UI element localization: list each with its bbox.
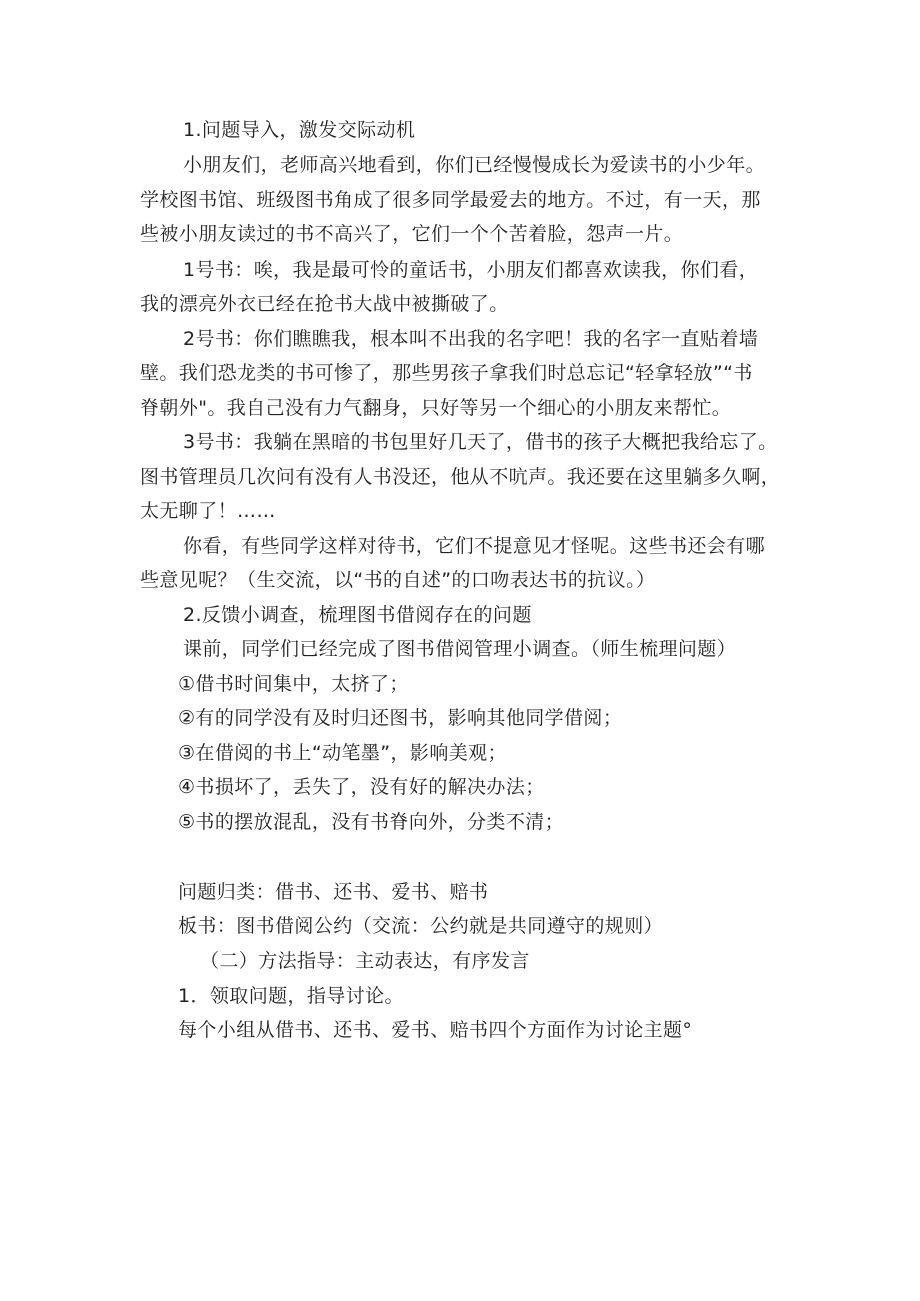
paragraph-line: 1号书：唉，我是最可怜的童话书，小朋友们都喜欢读我，你们看， — [183, 259, 759, 281]
section-heading-3: （二）方法指导：主动表达，有序发言 — [200, 950, 530, 972]
section-heading-2: 2.反馈小调查，梳理图书借阅存在的问题 — [183, 604, 532, 626]
list-item: ⑤书的摆放混乱，没有书脊向外，分类不清； — [178, 811, 565, 833]
paragraph-line: 每个小组从借书、还书、爱书、赔书四个方面作为讨论主题° — [178, 1019, 693, 1041]
paragraph-line: 太无聊了！…… — [140, 500, 276, 522]
paragraph-line: 小朋友们，老师高兴地看到，你们已经慢慢成长为爱读书的小少年。 — [183, 154, 766, 176]
list-item: ②有的同学没有及时归还图书，影响其他同学借阅； — [178, 707, 623, 729]
paragraph-line: 图书管理员几次问有没有人书没还，他从不吭声。我还要在这里躺多久啊， — [140, 466, 781, 488]
paragraph-line: 2号书：你们瞧瞧我，根本叫不出我的名字吧！我的名字一直贴着墙 — [183, 328, 759, 350]
paragraph-line: 我的漂亮外衣已经在抢书大战中被撕破了。 — [140, 293, 509, 315]
paragraph-line: 你看，有些同学这样对待书，它们不提意见才怪呢。这些书还会有哪 — [183, 535, 766, 557]
section-heading-1: 1.问题导入，激发交际动机 — [183, 119, 416, 141]
paragraph-line: 脊朝外"。我自己没有力气翻身，只好等另一个细心的小朋友来帮忙。 — [140, 397, 732, 419]
paragraph-line: 些意见呢？（生交流，以“书的自述”的口吻表达书的抗议。） — [140, 569, 656, 591]
paragraph-line: 板书：图书借阅公约（交流：公约就是共同遵守的规则） — [178, 915, 664, 937]
paragraph-line: 些被小朋友读过的书不高兴了，它们一个个苦着脸，怨声一片。 — [140, 223, 684, 245]
paragraph-line: 课前，同学们已经完成了图书借阅管理小调查。（师生梳理问题） — [183, 638, 737, 660]
list-item: ①借书时间集中，太挤了； — [178, 673, 409, 695]
paragraph-line: 3号书：我躺在黑暗的书包里好几天了，借书的孩子大概把我给忘了。 — [183, 431, 778, 453]
paragraph-line: 1．领取问题，指导讨论。 — [178, 985, 404, 1007]
paragraph-line: 壁。我们恐龙类的书可惨了，那些男孩子拿我们时总忘记“轻拿轻放”“书 — [140, 362, 753, 384]
list-item: ④书损坏了，丢失了，没有好的解决办法； — [178, 776, 545, 798]
paragraph-line: 问题归类：借书、还书、爱书、赔书 — [178, 881, 489, 903]
paragraph-line: 学校图书馆、班级图书角成了很多同学最爱去的地方。不过，有一天，那 — [140, 189, 761, 211]
list-item: ③在借阅的书上“动笔墨”，影响美观； — [178, 742, 507, 764]
